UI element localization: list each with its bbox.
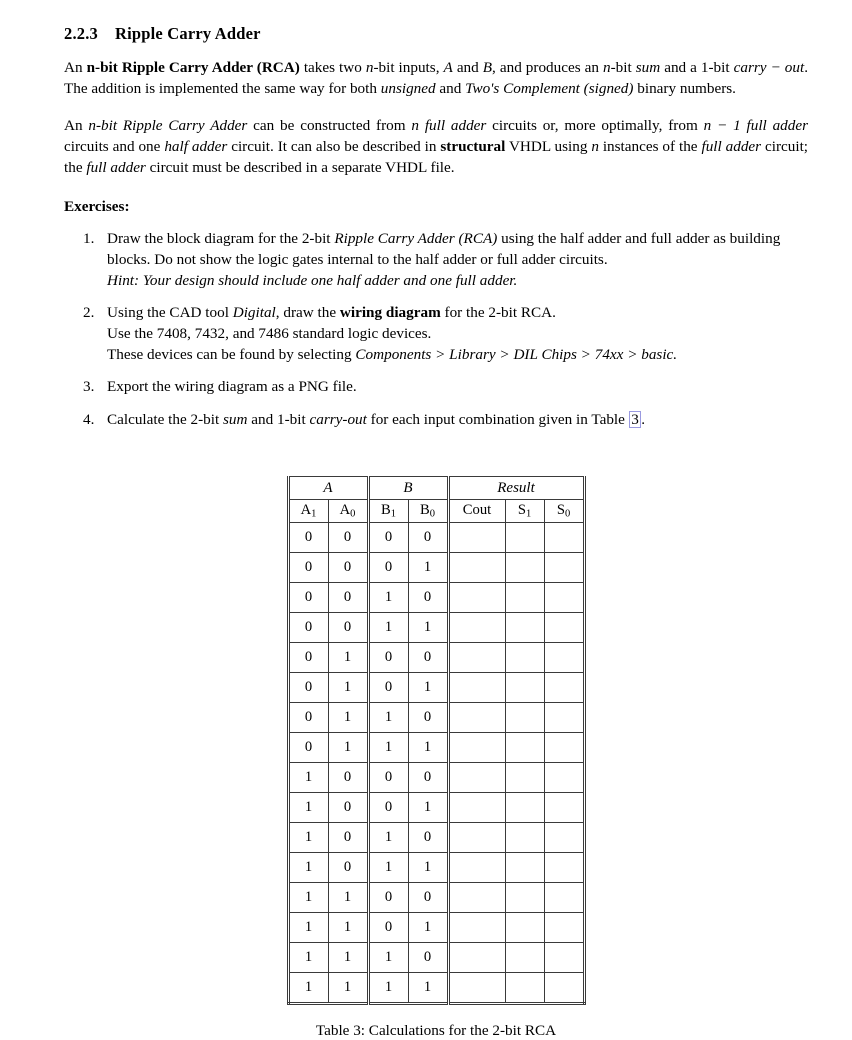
text-italic: sum <box>635 59 661 76</box>
cell-b1: 1 <box>368 613 408 643</box>
column-header-s0 <box>544 500 584 523</box>
text-fragment: Calculate the 2-bit <box>107 411 223 429</box>
cell-b1: 1 <box>368 853 408 883</box>
text-fragment: An <box>64 117 89 135</box>
cell-cout <box>448 703 505 733</box>
exercise-hint: Hint: Your design should include one half adder and one full adder. <box>107 271 518 289</box>
text-fragment: , and produces an <box>492 59 603 76</box>
table-row <box>288 643 584 673</box>
column-header-b1 <box>368 500 408 523</box>
cell-s1 <box>505 913 544 943</box>
cell-cout <box>448 733 505 763</box>
exercise-item-4 <box>64 410 808 431</box>
text-bold: wiring diagram <box>339 304 441 322</box>
cell-cout <box>448 913 505 943</box>
exercise-path <box>107 345 808 366</box>
cell-a1: 1 <box>288 943 328 973</box>
col-base: A <box>300 502 312 519</box>
exercise-text: Export the wiring diagram as a PNG file. <box>107 378 357 396</box>
text-italic: A <box>443 59 453 76</box>
text-italic: unsigned <box>380 79 436 97</box>
table-row <box>288 973 584 1004</box>
cell-a0: 1 <box>328 943 368 973</box>
column-header-b0 <box>408 500 448 523</box>
table-row <box>288 583 584 613</box>
cell-s1 <box>505 613 544 643</box>
table-head <box>288 477 584 523</box>
cell-s0 <box>544 643 584 673</box>
cell-b1: 0 <box>368 553 408 583</box>
table-column-header-row <box>288 500 584 523</box>
cell-s1 <box>505 883 544 913</box>
cell-s1 <box>505 973 544 1004</box>
cell-b0: 0 <box>408 703 448 733</box>
text-italic: full adder <box>424 117 487 135</box>
col-sub: 1 <box>311 508 317 520</box>
cell-a0: 1 <box>328 703 368 733</box>
cell-b0: 0 <box>408 583 448 613</box>
cell-s0 <box>544 793 584 823</box>
cell-s1 <box>505 643 544 673</box>
cell-cout <box>448 613 505 643</box>
text-italic: n <box>365 59 374 76</box>
col-sub: 1 <box>525 508 532 520</box>
cell-s0 <box>544 613 584 643</box>
column-header-s1 <box>505 500 544 523</box>
exercise-text <box>107 303 808 324</box>
text-fragment: can be constructed from <box>247 117 412 135</box>
table-row <box>288 913 584 943</box>
text-italic: B <box>482 59 493 76</box>
text-fragment: circuits or, more optimally, from <box>486 117 704 135</box>
col-sub: 0 <box>429 508 435 520</box>
cell-b1: 1 <box>368 733 408 763</box>
cell-b1: 1 <box>368 943 408 973</box>
cell-a1: 1 <box>288 853 328 883</box>
text-bold: n-bit Ripple Carry Adder (RCA) <box>86 59 300 76</box>
cell-s0 <box>544 703 584 733</box>
group-header-result: Result <box>448 477 584 500</box>
text-italic: Ripple Carry Adder (RCA) <box>334 230 498 248</box>
cell-a0: 0 <box>328 853 368 883</box>
cell-a0: 0 <box>328 763 368 793</box>
cell-b1: 0 <box>368 643 408 673</box>
cell-a1: 1 <box>288 973 328 1004</box>
cell-b0: 0 <box>408 643 448 673</box>
text-italic: Two's Complement (signed) <box>465 79 634 97</box>
cell-cout <box>448 793 505 823</box>
cell-cout <box>448 673 505 703</box>
cell-b1: 0 <box>368 673 408 703</box>
text-fragment: -bit inputs, <box>373 59 444 76</box>
exercise-number: 1. <box>83 230 95 248</box>
cell-s0 <box>544 913 584 943</box>
text-fragment: circuit must be described in a separate VHDL file. <box>145 158 455 176</box>
cell-b0: 1 <box>408 913 448 943</box>
table-row <box>288 553 584 583</box>
text-italic: Components > Library > DIL Chips > 74xx > basic. <box>355 345 678 363</box>
cell-cout <box>448 883 505 913</box>
cell-s1 <box>505 853 544 883</box>
table-row <box>288 733 584 763</box>
text-fragment: and <box>452 59 483 76</box>
table-figure <box>64 476 808 1040</box>
table-row <box>288 613 584 643</box>
text-italic: carry − out <box>733 59 805 76</box>
exercise-devices: Use the 7408, 7432, and 7486 standard logic devices. <box>107 325 432 343</box>
cell-s0 <box>544 583 584 613</box>
cell-b1: 0 <box>368 793 408 823</box>
exercise-item-3 <box>64 377 808 398</box>
cell-cout <box>448 943 505 973</box>
table-row <box>288 823 584 853</box>
section-heading <box>64 24 808 44</box>
cell-a0: 1 <box>328 973 368 1004</box>
cell-s0 <box>544 523 584 553</box>
table-group-header-row <box>288 477 584 500</box>
cell-b1: 0 <box>368 883 408 913</box>
cell-a0: 1 <box>328 673 368 703</box>
cell-cout <box>448 973 505 1004</box>
cell-a1: 1 <box>288 883 328 913</box>
cell-b0: 1 <box>408 673 448 703</box>
cell-s1 <box>505 733 544 763</box>
cell-a1: 0 <box>288 703 328 733</box>
text-fragment: using the half adder and full adder as building blocks. Do not show the logic gates internal to the half adder or full adder circuits. <box>107 230 781 269</box>
cell-a1: 0 <box>288 523 328 553</box>
section-title: Ripple Carry Adder <box>115 24 261 43</box>
text-italic: full adder <box>701 138 762 156</box>
table-row <box>288 853 584 883</box>
cell-cout <box>448 523 505 553</box>
cell-s1 <box>505 793 544 823</box>
cell-a0: 0 <box>328 523 368 553</box>
text-fragment: -bit <box>610 59 636 76</box>
text-italic: sum <box>222 411 248 429</box>
cell-b1: 0 <box>368 763 408 793</box>
col-sub: 1 <box>390 508 396 520</box>
cell-a1: 0 <box>288 733 328 763</box>
text-fragment: VHDL using <box>505 138 592 156</box>
exercise-text <box>107 410 808 431</box>
col-base: B <box>420 502 430 519</box>
text-fragment: . <box>641 411 646 429</box>
cell-a0: 0 <box>328 613 368 643</box>
cell-s1 <box>505 943 544 973</box>
table-reference-link[interactable]: 3 <box>631 411 639 429</box>
exercise-list <box>64 229 808 430</box>
table-body <box>288 523 584 1004</box>
cell-s0 <box>544 823 584 853</box>
column-header-cout <box>448 500 505 523</box>
cell-s1 <box>505 553 544 583</box>
cell-s0 <box>544 673 584 703</box>
text-fragment: circuit. It can also be described in <box>227 138 441 156</box>
text-fragment: and <box>435 79 466 97</box>
text-italic: half adder <box>164 138 228 156</box>
document-content <box>64 24 809 1039</box>
exercise-item-1 <box>64 229 808 291</box>
table-row <box>288 943 584 973</box>
col-base: Cout <box>462 502 492 519</box>
text-italic: n − 1 <box>703 117 741 135</box>
cell-s0 <box>544 763 584 793</box>
col-base: S <box>556 502 565 519</box>
cell-b1: 1 <box>368 973 408 1004</box>
text-fragment: circuit; the <box>64 138 809 176</box>
cell-a1: 1 <box>288 793 328 823</box>
calculations-table <box>287 476 586 1005</box>
text-fragment: Using the CAD tool <box>107 304 233 322</box>
cell-b0: 0 <box>408 523 448 553</box>
cell-s0 <box>544 733 584 763</box>
text-italic: carry-out <box>309 411 367 429</box>
text-fragment: These devices can be found by selecting <box>107 345 356 363</box>
text-fragment: takes two <box>299 59 366 76</box>
text-italic: n <box>411 117 419 135</box>
exercise-item-2 <box>64 303 808 365</box>
paragraph-construction <box>64 116 808 178</box>
section-number: 2.2.3 <box>64 24 98 43</box>
cell-a1: 0 <box>288 643 328 673</box>
text-fragment: instances of the <box>598 138 702 156</box>
cell-s1 <box>505 673 544 703</box>
cell-cout <box>448 823 505 853</box>
table-row <box>288 523 584 553</box>
cell-s1 <box>505 823 544 853</box>
cell-a1: 1 <box>288 913 328 943</box>
col-base: B <box>381 502 391 519</box>
table-row <box>288 793 584 823</box>
text-italic: n <box>603 59 611 76</box>
cell-a0: 0 <box>328 793 368 823</box>
cell-b0: 1 <box>408 553 448 583</box>
cell-b0: 1 <box>408 793 448 823</box>
cell-a1: 0 <box>288 673 328 703</box>
cell-s1 <box>505 583 544 613</box>
cell-s1 <box>505 703 544 733</box>
col-base: S <box>517 502 526 519</box>
exercises-heading: Exercises: <box>64 198 130 216</box>
cell-cout <box>448 643 505 673</box>
cell-a1: 1 <box>288 823 328 853</box>
cell-s1 <box>505 523 544 553</box>
cell-b1: 1 <box>368 583 408 613</box>
group-header-a: A <box>288 477 368 500</box>
text-fragment: circuits and one <box>64 138 165 156</box>
text-fragment: for each input combination given in Table <box>366 411 629 429</box>
cell-a1: 0 <box>288 553 328 583</box>
text-italic: full adder <box>746 117 809 135</box>
text-italic: n <box>591 138 599 156</box>
text-italic: full adder <box>86 158 146 176</box>
cell-a0: 1 <box>328 913 368 943</box>
text-fragment: and 1-bit <box>247 411 310 429</box>
cell-b0: 0 <box>408 763 448 793</box>
cell-b0: 1 <box>408 973 448 1004</box>
table-row <box>288 883 584 913</box>
exercise-number: 2. <box>83 304 95 322</box>
cell-a0: 0 <box>328 583 368 613</box>
cell-a1: 1 <box>288 763 328 793</box>
cell-b1: 0 <box>368 913 408 943</box>
exercise-number: 3. <box>83 378 95 396</box>
text-italic: Digital <box>232 304 276 322</box>
cell-b1: 1 <box>368 703 408 733</box>
cell-b0: 0 <box>408 943 448 973</box>
cell-b0: 1 <box>408 733 448 763</box>
cell-a0: 1 <box>328 883 368 913</box>
cell-s0 <box>544 553 584 583</box>
text-fragment: and a 1-bit <box>660 59 734 76</box>
cell-b1: 0 <box>368 523 408 553</box>
table-row <box>288 673 584 703</box>
cell-cout <box>448 853 505 883</box>
cell-b0: 0 <box>408 823 448 853</box>
cell-s0 <box>544 883 584 913</box>
exercise-text <box>107 229 808 270</box>
text-fragment: for the 2-bit RCA. <box>440 304 556 322</box>
cell-s0 <box>544 853 584 883</box>
text-bold: structural <box>440 138 506 156</box>
cell-b1: 1 <box>368 823 408 853</box>
cell-a0: 0 <box>328 823 368 853</box>
cell-s0 <box>544 943 584 973</box>
cell-cout <box>448 553 505 583</box>
text-fragment: , draw the <box>275 304 340 322</box>
col-sub: 0 <box>564 508 571 520</box>
cell-a0: 1 <box>328 733 368 763</box>
paragraph-intro <box>64 58 808 99</box>
cell-cout <box>448 583 505 613</box>
text-fragment: An <box>64 59 87 76</box>
col-sub: 0 <box>350 508 356 520</box>
column-header-a1 <box>288 500 328 523</box>
cell-cout <box>448 763 505 793</box>
cell-a0: 0 <box>328 553 368 583</box>
cell-b0: 1 <box>408 853 448 883</box>
col-base: A <box>339 502 351 519</box>
group-header-b: B <box>368 477 448 500</box>
table-caption: Table 3: Calculations for the 2-bit RCA <box>315 1022 557 1039</box>
text-fragment: . The addition is implemented the same way for both <box>64 59 808 97</box>
cell-a1: 0 <box>288 613 328 643</box>
cell-a0: 1 <box>328 643 368 673</box>
exercise-number: 4. <box>83 411 95 429</box>
table-row <box>288 703 584 733</box>
cell-s0 <box>544 973 584 1004</box>
text-fragment: Draw the block diagram for the 2-bit <box>107 230 335 248</box>
table-row <box>288 763 584 793</box>
text-italic: n-bit Ripple Carry Adder <box>88 117 248 135</box>
cell-b0: 1 <box>408 613 448 643</box>
cell-a1: 0 <box>288 583 328 613</box>
text-fragment: binary numbers. <box>633 79 736 97</box>
cell-b0: 0 <box>408 883 448 913</box>
cell-s1 <box>505 763 544 793</box>
column-header-a0 <box>328 500 368 523</box>
